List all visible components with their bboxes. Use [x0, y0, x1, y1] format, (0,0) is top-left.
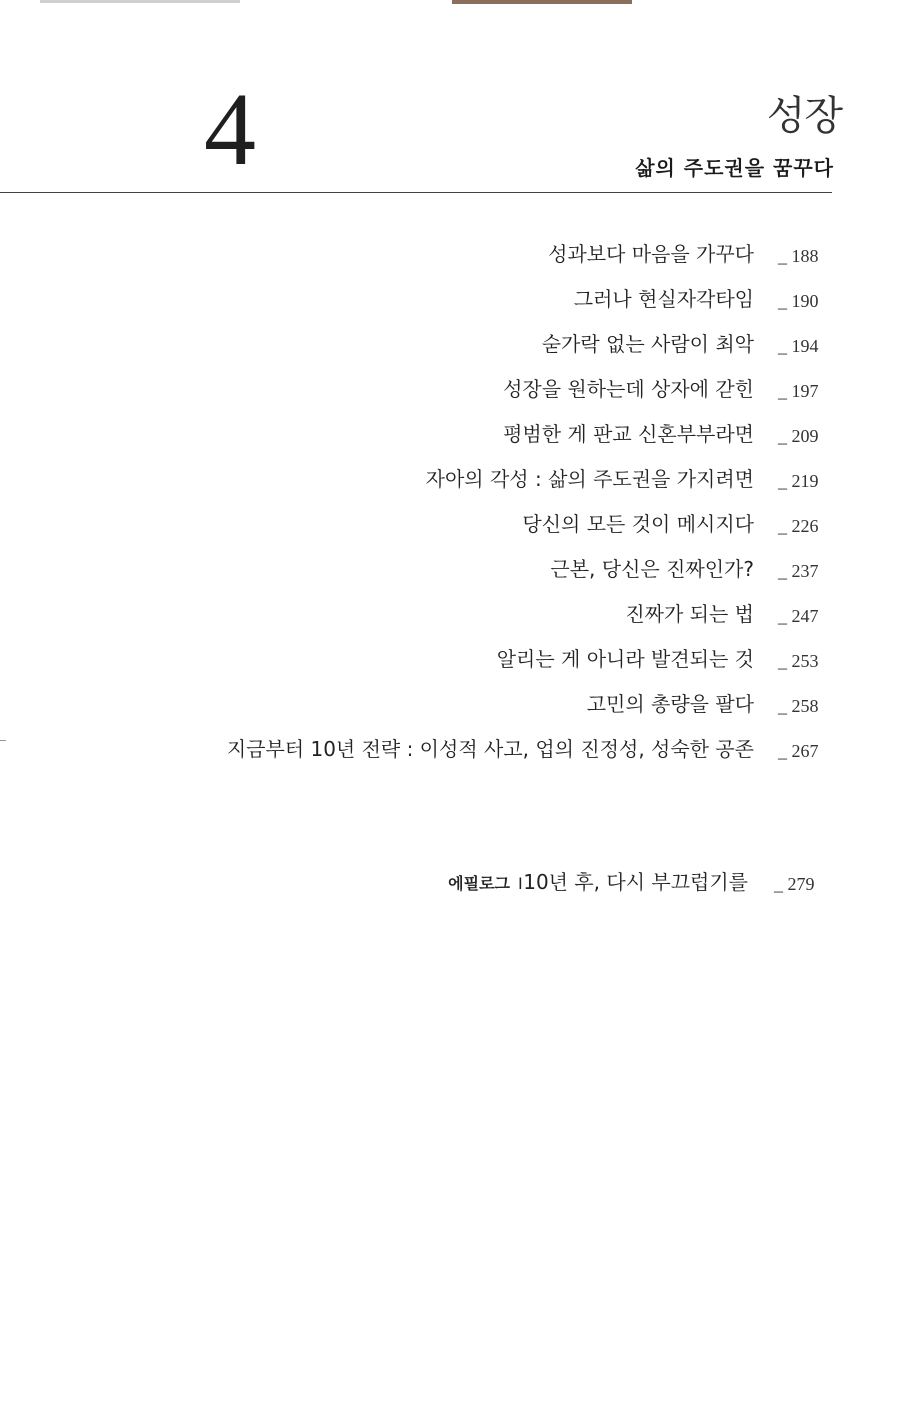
toc-entry-title: 근본, 당신은 진짜인가?: [550, 557, 754, 581]
toc-entry[interactable]: [0, 643, 900, 683]
toc-entry[interactable]: [0, 733, 900, 773]
epilogue-title: 10년 후, 다시 부끄럽기를: [523, 870, 748, 894]
toc-entry-page: _ 267: [778, 741, 819, 761]
toc-entry-title: 진짜가 되는 법: [625, 602, 754, 626]
toc-entry[interactable]: [0, 373, 900, 413]
toc-entry-title: 숟가락 없는 사람이 최악: [541, 332, 754, 356]
toc-entry-page: _ 247: [778, 606, 819, 626]
toc-entry-page: _ 194: [778, 336, 819, 356]
chapter-title: 성장: [766, 93, 842, 139]
toc-entry-page: _ 209: [778, 426, 819, 446]
toc-entry-page: _ 237: [778, 561, 819, 581]
toc-entry[interactable]: [0, 418, 900, 458]
toc-entry-title: 성장을 원하는데 상자에 갇힌: [503, 377, 754, 401]
toc-entry[interactable]: [0, 463, 900, 503]
toc-entry-page: _ 219: [778, 471, 819, 491]
toc-entry-title: 지금부터 10년 전략 : 이성적 사고, 업의 진정성, 성숙한 공존: [226, 737, 754, 761]
epilogue-entry[interactable]: [0, 866, 900, 906]
toc-entry-page: _ 226: [778, 516, 819, 536]
chapter-subtitle: 삶의 주도권을 꿈꾸다: [635, 156, 834, 180]
epilogue-page: _ 279: [774, 874, 815, 894]
toc-entry-page: _ 258: [778, 696, 819, 716]
toc-entry[interactable]: [0, 328, 900, 368]
toc-entry-title: 성과보다 마음을 가꾸다: [548, 242, 754, 266]
toc-entry-page: _ 190: [778, 291, 819, 311]
toc-entry-title: 평범한 게 판교 신혼부부라면: [503, 422, 754, 446]
chapter-number: 4: [204, 72, 256, 187]
toc-entry[interactable]: [0, 238, 900, 278]
bookmark-ribbon: [452, 0, 632, 4]
epilogue-separator: I: [518, 874, 523, 893]
toc-entry[interactable]: [0, 688, 900, 728]
toc-entry-title: 자아의 각성 : 삶의 주도권을 가지려면: [425, 467, 754, 491]
top-edge-mark: [40, 0, 240, 3]
toc-entry-page: _ 188: [778, 246, 819, 266]
toc-entry-title: 알리는 게 아니라 발견되는 것: [496, 647, 754, 671]
toc-entry[interactable]: [0, 283, 900, 323]
epilogue-label: 에필로그: [448, 874, 510, 893]
toc-entry-title: 그러나 현실자각타임: [573, 287, 754, 311]
toc-entry-page: _ 253: [778, 651, 819, 671]
header-divider: [0, 192, 832, 193]
toc-entry-title: 고민의 총량을 팔다: [586, 692, 754, 716]
page-edge-tick: [0, 740, 6, 741]
toc-entry-page: _ 197: [778, 381, 819, 401]
toc-entry[interactable]: [0, 598, 900, 638]
page-top-edge: [0, 0, 900, 6]
toc-entry-title: 당신의 모든 것이 메시지다: [522, 512, 754, 536]
toc-entry[interactable]: [0, 508, 900, 548]
toc-entry[interactable]: [0, 553, 900, 593]
